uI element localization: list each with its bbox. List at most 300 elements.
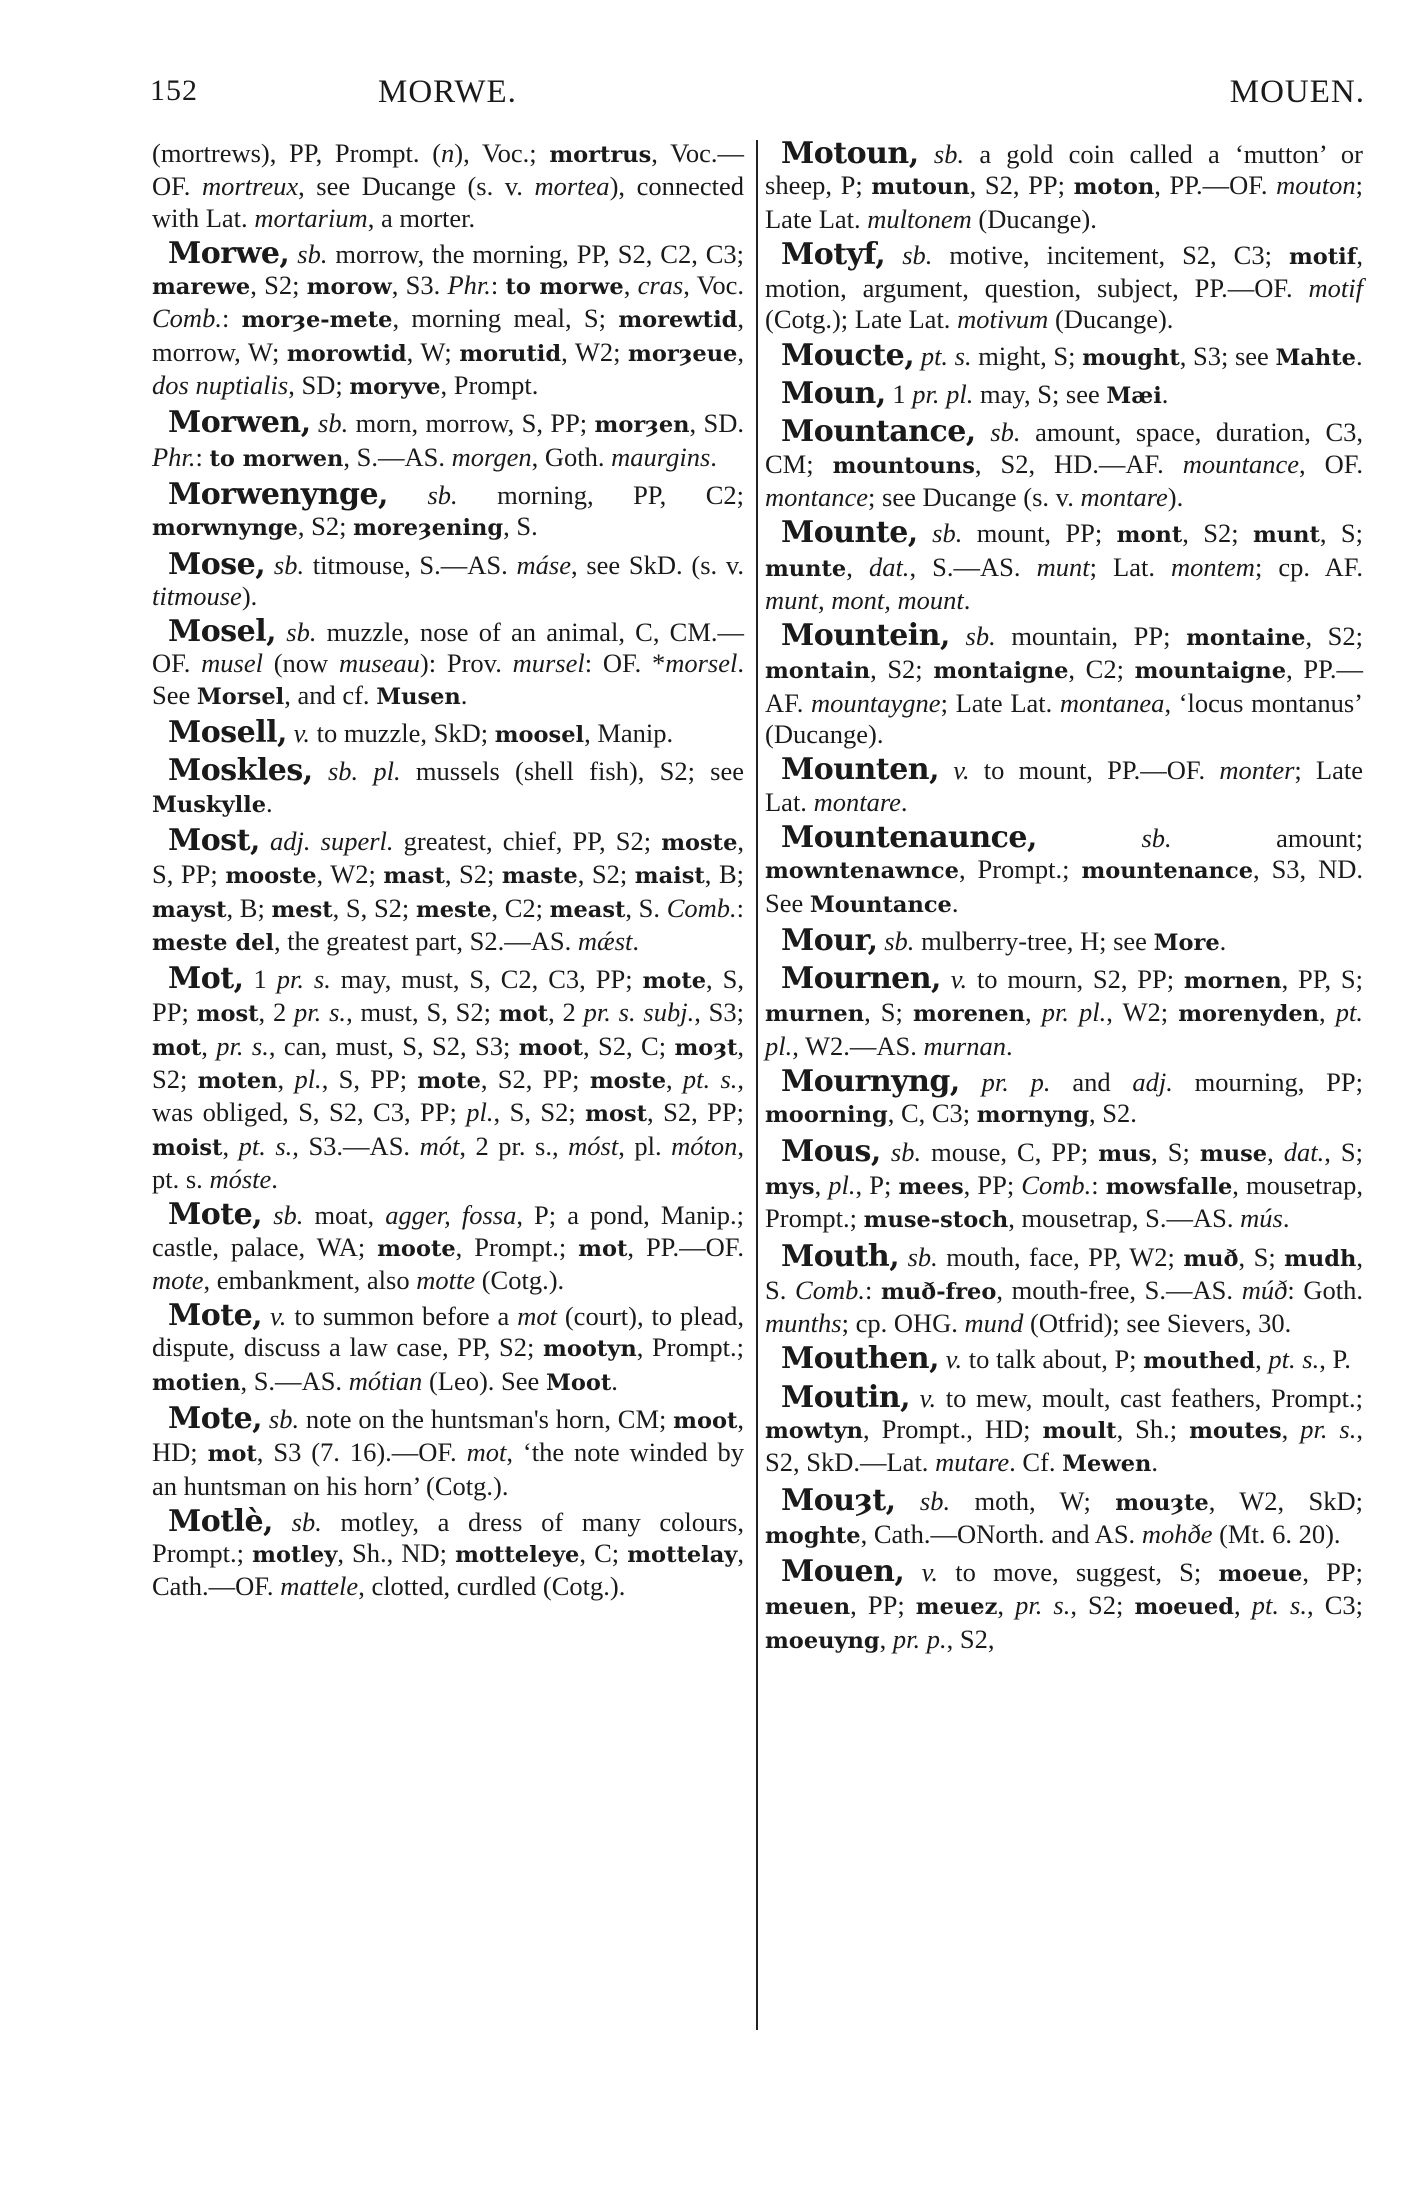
entry-text [313, 756, 328, 786]
italic-text: v. [953, 755, 970, 786]
entry-text: motley, a dress of many colours, Prompt.; [152, 1506, 744, 1569]
entry-text: , S; [864, 997, 913, 1028]
entry-text [939, 1344, 946, 1374]
variant-form: murnen [765, 1001, 865, 1028]
entry-text: (Ducange). [1048, 304, 1174, 335]
headword: Morwen, [168, 405, 311, 441]
italic-text: mutare [935, 1447, 1010, 1478]
dictionary-entry [152, 755, 744, 821]
italic-text: motivum [957, 304, 1049, 335]
italic-text: pt. s. [682, 1064, 738, 1095]
italic-text: sb. [427, 479, 458, 510]
entry-text: : OF. * [584, 648, 666, 679]
italic-text: montare [813, 786, 901, 817]
italic-text: musel [201, 648, 263, 679]
column-divider [756, 140, 758, 2030]
headword: Mournyng, [781, 1064, 960, 1100]
dictionary-entry [152, 616, 744, 713]
italic-text: v. [919, 1382, 937, 1413]
variant-form: meast [549, 896, 626, 923]
entry-text: , [1281, 1413, 1301, 1444]
italic-text: sb. [268, 1403, 300, 1434]
dictionary-entry [152, 1199, 744, 1296]
entry-text: , P; [855, 1169, 899, 1200]
variant-form: moeued [1134, 1594, 1235, 1621]
entry-text: (Ducange). [971, 203, 1097, 234]
headword: Mot, [168, 961, 244, 997]
italic-text: mountance [1182, 448, 1300, 479]
entry-text: , S2, PP; [647, 1097, 744, 1128]
entry-text: , mousetrap, S.—AS. [1008, 1203, 1241, 1234]
italic-text: pt. s. [238, 1130, 293, 1161]
italic-text: v. [921, 1557, 939, 1588]
entry-text: . [611, 1365, 618, 1396]
entry-text: , PP.—OF. [627, 1231, 744, 1262]
variant-form: moton [1073, 174, 1155, 201]
entry-text: (Cotg.); Late Lat. [765, 304, 958, 335]
entry-text: : Goth. [1287, 1274, 1363, 1305]
entry-text: (mortrews), PP, Prompt. ( [152, 138, 442, 168]
entry-text [914, 341, 921, 371]
entry-text: , PP; [850, 1590, 916, 1621]
variant-form: mornen [1183, 968, 1282, 995]
dictionary-entry [765, 1133, 1364, 1237]
variant-form: motien [152, 1369, 241, 1396]
variant-form: motley [252, 1542, 338, 1569]
entry-text: , B; [226, 892, 272, 923]
variant-form: moreȝening [353, 515, 504, 542]
italic-text: titmouse [152, 580, 242, 611]
variant-form: moten [197, 1068, 278, 1095]
headword: Mosel, [168, 614, 277, 650]
entry-text: , [201, 1030, 217, 1061]
variant-form: Musen [376, 683, 461, 710]
italic-text: pr. p. [981, 1067, 1051, 1098]
entry-text: , S3 (7. 16).—OF. [256, 1437, 467, 1468]
entry-text: , a morter. [367, 202, 476, 233]
variant-form: mudh [1284, 1245, 1357, 1272]
italic-text: sb. [291, 1506, 322, 1537]
italic-text: Phr. [447, 270, 491, 301]
italic-text: motte [416, 1264, 476, 1295]
entry-text: , Goth. [531, 441, 612, 472]
italic-text: dat. [1283, 1136, 1325, 1167]
variant-form: moryve [349, 374, 441, 401]
italic-text: sb. [297, 238, 328, 269]
entry-text: (Otfrid); see Sievers, 30. [1023, 1308, 1292, 1339]
variant-form: montaine [1186, 625, 1306, 652]
italic-text: pr. s. [216, 1030, 269, 1061]
running-header [150, 74, 1365, 118]
entry-text: , S.—AS. [240, 1365, 349, 1396]
entry-text [881, 1137, 891, 1167]
entry-text: mount, PP; [962, 518, 1117, 549]
italic-text: pr. p. [892, 1623, 947, 1654]
italic-text: morgen [451, 441, 532, 472]
entry-text: , S2; [577, 859, 635, 890]
variant-form: maste [501, 863, 578, 890]
italic-text: mót [419, 1130, 460, 1161]
variant-form: moste [661, 829, 738, 856]
entry-text: , S.—AS. [343, 441, 452, 472]
dictionary-entry [765, 620, 1363, 750]
entry-text [941, 964, 951, 994]
headword: Motyf, [781, 236, 886, 272]
entry-text: . [1161, 379, 1169, 410]
right-column [765, 138, 1363, 1661]
entry-text: to move, suggest, S; [938, 1557, 1219, 1588]
italic-text: mǽst [577, 925, 633, 956]
italic-text: montare [1080, 481, 1168, 512]
headword: Motoun, [781, 136, 919, 171]
italic-text: mursel [512, 648, 585, 679]
entry-text: , PP; [1302, 1557, 1364, 1588]
entry-text: , Prompt. [440, 370, 539, 401]
variant-form: mees [898, 1173, 964, 1200]
entry-text: , C2; [491, 892, 550, 923]
entry-text [311, 408, 318, 438]
headword: Mous, [781, 1133, 881, 1169]
entry-text: mulberry-tree, H; see [914, 925, 1154, 956]
variant-form: morȝeue [628, 340, 738, 367]
entry-text: ), Voc.; [454, 138, 550, 168]
italic-text: morsel [665, 648, 738, 679]
italic-text: mote [152, 1264, 204, 1295]
headword: Mountance, [781, 414, 976, 450]
variant-form: motif [1288, 243, 1357, 270]
entry-text: , S2, C; [583, 1030, 675, 1061]
italic-text: móton [671, 1130, 738, 1161]
headword: Mote, [168, 1197, 263, 1233]
entry-text [262, 1404, 269, 1434]
entry-text: , S. [765, 1241, 1364, 1305]
dictionary-entry [765, 963, 1363, 1062]
entry-text: mourning, PP; [1172, 1067, 1363, 1098]
entry-text: . [951, 887, 959, 918]
variant-form: muse [1199, 1140, 1268, 1167]
variant-form: meste [415, 896, 492, 923]
italic-text: sb. [932, 518, 963, 549]
variant-form: meste del [152, 929, 274, 956]
dictionary-entry [765, 754, 1363, 818]
variant-form: mountouns [832, 452, 975, 479]
italic-text: sb. [273, 1200, 304, 1231]
entry-text [1037, 823, 1141, 853]
entry-text: , S2, PP; [969, 170, 1074, 201]
italic-text: sb. [884, 925, 915, 956]
headword: Morwenynge, [168, 476, 388, 512]
entry-text: , C3; [1307, 1590, 1363, 1621]
entry-text [885, 240, 902, 270]
entry-text: , [997, 1590, 1016, 1621]
entry-text: , see Ducange (s. v. [298, 171, 535, 202]
entry-text: to mourn, S2, PP; [967, 964, 1184, 995]
entry-text: , S. [625, 892, 667, 923]
variant-form: morȝe-mete [241, 307, 393, 334]
entry-text [950, 621, 966, 651]
entry-text: : [221, 303, 242, 334]
variant-form: mouȝte [1115, 1489, 1209, 1516]
variant-form: mootyn [543, 1336, 637, 1363]
entry-text: , S2; [1070, 1590, 1135, 1621]
italic-text: pt. pl. [765, 997, 1364, 1061]
variant-form: morenen [912, 1001, 1025, 1028]
entry-text: , S, S2; [493, 1097, 586, 1128]
entry-text: . [710, 441, 717, 472]
entry-text: , embankment, also [203, 1264, 417, 1295]
variant-form: mountaigne [1134, 658, 1287, 685]
entry-text: . [266, 787, 273, 818]
italic-text: n [441, 138, 455, 168]
entry-text: , S.—AS. [909, 551, 1037, 582]
entry-text: ; cp. OHG. [841, 1308, 965, 1339]
entry-text: mussels (shell fish), S2; see [400, 756, 745, 787]
entry-text: , S2, SkD.—Lat. [765, 1413, 1363, 1478]
italic-text: sb. pl. [327, 756, 401, 787]
italic-text: v. [293, 718, 310, 749]
entry-text: . Cf. [1009, 1447, 1063, 1478]
dictionary-entry [765, 922, 1363, 959]
variant-form: morutid [459, 340, 562, 367]
entry-text: , W2; [1106, 997, 1179, 1028]
italic-text: v. [945, 1344, 963, 1375]
variant-form: Moot [545, 1369, 612, 1396]
italic-text: pl. [466, 1097, 494, 1128]
entry-text: , morrow, W; [152, 303, 744, 367]
entry-text: , SD. [689, 408, 744, 439]
entry-text [276, 617, 286, 647]
variant-form: meuez [915, 1594, 998, 1621]
entry-text: , S3, ND. See [765, 854, 1364, 918]
italic-text: adj. superl. [270, 825, 394, 856]
entry-text [265, 550, 274, 580]
entry-text: , S3. [391, 270, 448, 301]
variant-form: morowtid [286, 340, 407, 367]
entry-text [260, 826, 270, 856]
left-column [152, 138, 744, 1607]
headword: Mountenaunce, [781, 819, 1037, 855]
entry-text: (Mt. 6. 20). [1212, 1518, 1341, 1549]
variant-form: mest [271, 896, 333, 923]
dictionary-entry [765, 337, 1363, 374]
headword: Mouȝt, [781, 1482, 896, 1518]
entry-text: , [1267, 1136, 1284, 1167]
entry-text: , [879, 1623, 893, 1654]
italic-text: agger, fossa [385, 1200, 517, 1231]
entry-text: mouth, face, PP, W2; [937, 1241, 1184, 1272]
italic-text: mattele [280, 1571, 359, 1602]
entry-text: may, must, S, C2, C3, PP; [330, 964, 643, 995]
entry-text: to summon before a [286, 1301, 518, 1332]
entry-text [904, 1557, 921, 1587]
variant-form: mayst [152, 896, 227, 923]
variant-form: mornyng [976, 1102, 1089, 1129]
headword: Mountein, [781, 618, 950, 654]
variant-form: moutes [1189, 1417, 1282, 1444]
italic-text: sb. [273, 549, 305, 580]
entry-text: 1 [885, 379, 913, 410]
headword: Mournen, [781, 961, 941, 997]
entry-text: , Manip. [584, 718, 674, 749]
italic-text: pr. s. subj. [583, 997, 695, 1028]
italic-text: mortarium [254, 202, 368, 233]
entry-text [287, 718, 294, 748]
entry-text: to talk about, P; [962, 1344, 1144, 1375]
entry-text: , 2 [258, 997, 295, 1028]
entry-text: , HD; [152, 1403, 745, 1468]
dictionary-entry [152, 1300, 744, 1399]
entry-text: , [1024, 997, 1042, 1028]
entry-text: . [1151, 1447, 1159, 1478]
variant-form: mottelay [627, 1542, 738, 1569]
entry-text: , S2; [1182, 518, 1253, 549]
entry-text: , 2 pr. s., [459, 1130, 569, 1161]
entry-text: , C, C3; [887, 1098, 977, 1129]
italic-text: mortreux [201, 171, 299, 202]
headword: Moun, [781, 376, 886, 412]
entry-text: ; cp. AF. [1254, 551, 1363, 582]
variant-form: mountenance [1081, 858, 1254, 885]
variant-form: marewe [152, 274, 251, 301]
entry-text [262, 1301, 270, 1331]
entry-text: , PP.—AF. [765, 654, 1363, 718]
variant-form: Mæi [1106, 383, 1162, 410]
italic-text: sb. [902, 239, 933, 270]
italic-text: sb. [890, 1136, 922, 1167]
entry-text: : [864, 1274, 882, 1305]
entry-text: , W2.—AS. [792, 1030, 924, 1061]
entry-text: , S; [1319, 518, 1363, 549]
italic-text: mot [466, 1437, 507, 1468]
dictionary-entry [152, 1503, 744, 1603]
italic-text: munt, mont, mount [765, 584, 964, 615]
entry-text: , Voc.—OF. [152, 138, 744, 202]
entry-text: , Voc. [683, 270, 744, 301]
italic-text: pt. s. [920, 340, 972, 371]
entry-text: , W2, SkD; [1208, 1485, 1363, 1516]
entry-text: , S, PP; [321, 1064, 418, 1095]
variant-form: meuen [765, 1594, 851, 1621]
entry-text: , S2; [297, 511, 354, 542]
entry-text: , must, S, S2; [346, 997, 499, 1028]
dictionary-entry [765, 1556, 1363, 1657]
italic-text: sb. [965, 621, 996, 652]
entry-text: , PP; [963, 1169, 1022, 1200]
italic-text: dos nuptialis [152, 370, 289, 401]
italic-text: móst [568, 1130, 619, 1161]
italic-text: pr. s. [1015, 1590, 1071, 1621]
entry-text: , S2; [444, 859, 502, 890]
variant-form: montain [765, 658, 871, 685]
italic-text: mortea [534, 171, 610, 202]
entry-text: , S2, HD.—AF. [974, 448, 1183, 479]
entry-text: , S3; see [1179, 340, 1276, 371]
italic-text: pt. s. [1268, 1344, 1320, 1375]
entry-text: . [460, 679, 468, 710]
variant-form: most [196, 1001, 259, 1028]
variant-form: mought [1082, 344, 1180, 371]
entry-text: muzzle, nose of an animal, C, CM.—OF. [152, 617, 745, 679]
entry-text: , [222, 1130, 239, 1161]
entry-text: , S3; [694, 997, 744, 1028]
italic-text: sb. [990, 417, 1021, 448]
entry-text: , Prompt., HD; [863, 1413, 1043, 1444]
entry-text: , pt. s. [152, 1130, 744, 1194]
variant-form: morenyden [1178, 1001, 1320, 1028]
variant-form: most [585, 1101, 648, 1128]
italic-text: Comb. [152, 303, 222, 334]
variant-form: to morwen [209, 445, 344, 472]
entry-text: morrow, the morning, PP, S2, C2, C3; [327, 238, 745, 269]
entry-text: 1 [243, 964, 277, 995]
entry-text: , [623, 270, 638, 301]
variant-form: maist [634, 863, 705, 890]
italic-text: montem [1171, 551, 1255, 582]
entry-text: , S; [1151, 1136, 1200, 1167]
italic-text: motif [1308, 273, 1363, 304]
variant-form: More [1153, 929, 1220, 956]
dictionary-entry [765, 819, 1364, 921]
italic-text: dat. [868, 551, 910, 582]
entry-text: , S, S2; [332, 892, 416, 923]
entry-text: , W2; [561, 336, 629, 367]
variant-form: moist [152, 1134, 223, 1161]
headword: Motlè, [168, 1503, 274, 1539]
entry-text: ; Late Lat. [940, 687, 1060, 718]
italic-text: mot [517, 1301, 557, 1332]
entry-text: might, S; [971, 340, 1083, 371]
italic-text: máse [516, 549, 571, 580]
italic-text: Comb. [1021, 1169, 1092, 1200]
headword: Moucte, [781, 337, 915, 373]
entry-text: (court), to plead, dispute, discuss a law case, PP, S2; [152, 1301, 744, 1363]
entry-text: , PP, S; [1281, 964, 1363, 995]
italic-text: murnan [923, 1030, 1006, 1061]
entry-text: , S. [503, 511, 538, 542]
variant-form: mote [642, 968, 707, 995]
entry-text: to mount, PP.—OF. [969, 755, 1220, 786]
dictionary-entry [152, 138, 744, 234]
entry-text: , [814, 1169, 829, 1200]
variant-form: munte [765, 555, 847, 582]
entry-text: , Prompt.; [636, 1332, 745, 1363]
entry-text: , was obliged, S, S2, C3, PP; [152, 1064, 745, 1128]
entry-text: , Sh., ND; [337, 1538, 456, 1569]
entry-text: , Cath.—OF. [152, 1538, 744, 1602]
italic-text: mohðe [1141, 1518, 1213, 1549]
entry-text: , [1234, 1590, 1252, 1621]
entry-text: note on the huntsman's horn, CM; [299, 1403, 674, 1434]
italic-text: munths [765, 1308, 842, 1339]
entry-text: morning, PP, C2; [457, 479, 744, 510]
variant-form: mote [417, 1068, 481, 1095]
entry-text: , [846, 551, 869, 582]
entry-text: , [1319, 997, 1336, 1028]
dictionary-entry [765, 1379, 1364, 1481]
entry-text: , W2; [316, 859, 384, 890]
italic-text: pr. pl. [1041, 997, 1107, 1028]
dictionary-entry [765, 416, 1363, 513]
entry-text: . See [152, 648, 744, 710]
italic-text: Comb. [795, 1274, 865, 1305]
headword: Moutin, [781, 1379, 911, 1415]
variant-form: morewtid [618, 307, 738, 334]
entry-text: , [277, 1064, 295, 1095]
variant-form: mot [498, 1001, 549, 1028]
italic-text: sb. [318, 408, 349, 439]
variant-form: motteleye [455, 1542, 580, 1569]
italic-text: Comb. [666, 892, 737, 923]
